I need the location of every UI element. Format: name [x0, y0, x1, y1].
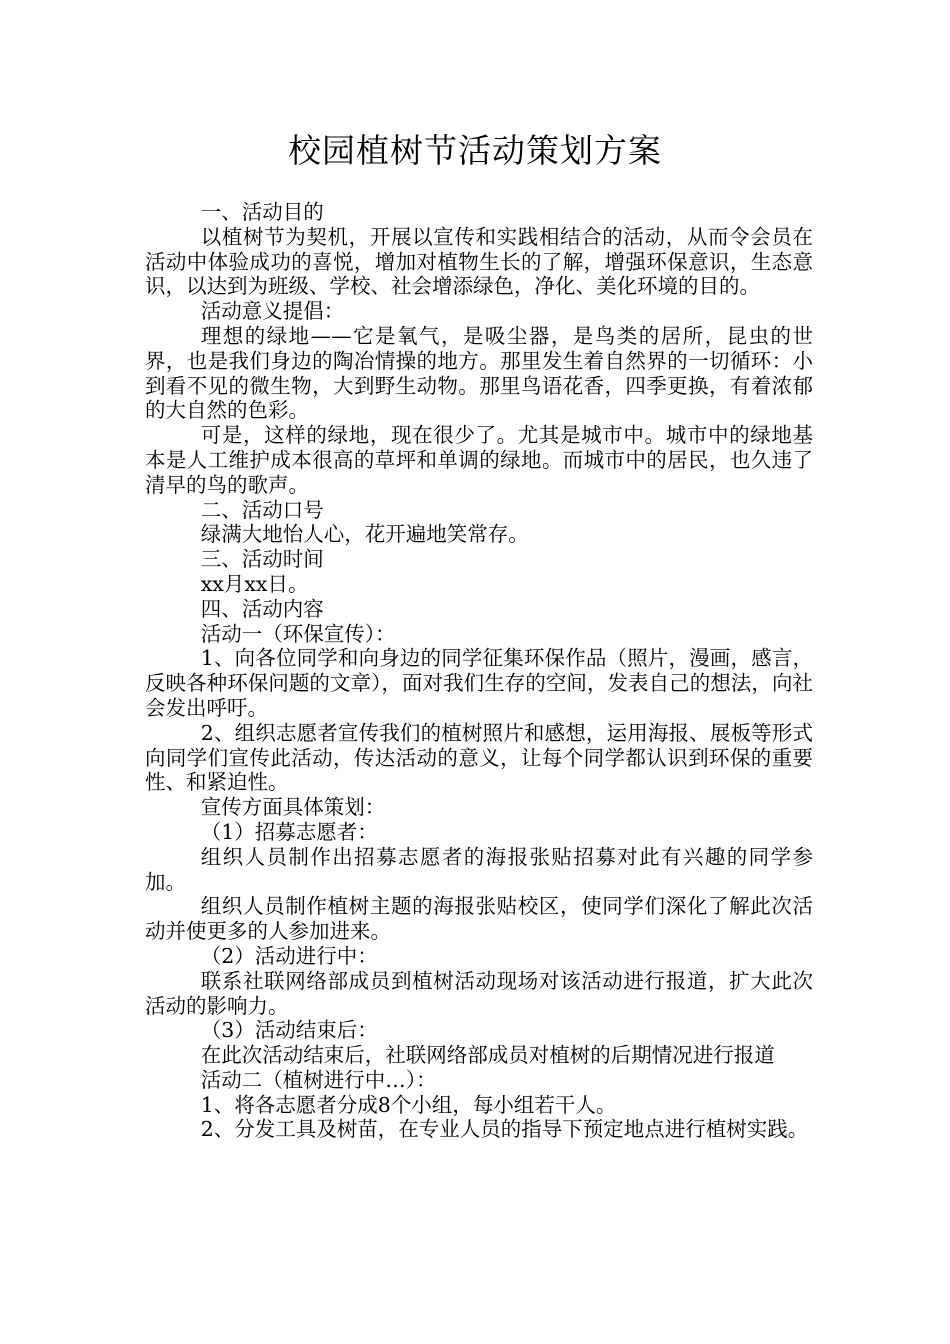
paragraph-slogan: 绿满大地怡人心，花开遍地笑常存。 [200, 522, 529, 547]
list-item-tools: 2、分发工具及树苗，在专业人员的指导下预定地点进行植树实践。 [200, 1117, 809, 1142]
heading-content: 四、活动内容 [200, 596, 324, 621]
paragraph-purpose: 以植树节为契机，开展以宣传和实践相结合的活动，从而令会员在活动中体验成功的喜悦，增加对植物生长的了解，增强环保意识，生态意识，以达到为班级、学校、社会增添绿色，净化、美化环境的目的。 [145, 224, 813, 299]
paragraph-report: 联系社联网络部成员到植树活动现场对该活动进行报道，扩大此次活动的影响力。 [145, 968, 813, 1018]
heading-activity-two: 活动二（植树进行中…）： [200, 1067, 437, 1092]
subheading-after: （3）活动结束后： [200, 1018, 378, 1043]
paragraph-recruit-poster: 组织人员制作出招募志愿者的海报张贴招募对此有兴趣的同学参加。 [145, 844, 813, 894]
heading-time: 三、活动时间 [200, 547, 324, 572]
heading-slogan: 二、活动口号 [200, 497, 324, 522]
list-item-volunteer-promotion: 2、组织志愿者宣传我们的植树照片和感想，运用海报、展板等形式向同学们宣传此活动，传达活动的意义，让每个同学都认识到环保的重要性、和紧迫性。 [145, 720, 813, 795]
list-item-groups: 1、将各志愿者分成8个小组，每小组若干人。 [200, 1092, 617, 1117]
document-body [145, 200, 813, 1142]
document-title: 校园植树节活动策划方案 [288, 131, 662, 170]
heading-significance: 活动意义提倡： [200, 299, 345, 324]
heading-activity-purpose: 一、活动目的 [200, 200, 324, 224]
paragraph-city-green: 可是，这样的绿地，现在很少了。尤其是城市中。城市中的绿地基本是人工维护成本很高的草坪和单调的绿地。而城市中的居民，也久违了清早的鸟的歌声。 [145, 423, 813, 497]
subheading-recruit: （1）招募志愿者： [200, 819, 378, 844]
heading-activity-one: 活动一（环保宣传）： [200, 621, 396, 646]
list-item-collect-works: 1、向各位同学和向身边的同学征集环保作品（照片，漫画，感言，反映各种环保问题的文章），面对我们生存的空间，发表自己的想法，向社会发出呼吁。 [145, 646, 813, 720]
paragraph-theme-poster: 组织人员制作植树主题的海报张贴校区，使同学们深化了解此次活动并使更多的人参加进来。 [145, 894, 813, 944]
paragraph-green-space: 理想的绿地——它是氧气，是吸尘器，是鸟类的居所，昆虫的世界，也是我们身边的陶冶情操的地方。那里发生着自然界的一切循环：小到看不见的微生物，大到野生动物。那里鸟语花香，四季更换，有着浓郁的大自然的色彩。 [145, 323, 813, 423]
subheading-in-progress: （2）活动进行中： [200, 943, 378, 968]
heading-promotion-plan: 宣传方面具体策划： [200, 795, 386, 820]
paragraph-date: xx月xx日。 [200, 571, 309, 596]
paragraph-follow-up: 在此次活动结束后，社联网络部成员对植树的后期情况进行报道 [200, 1043, 775, 1068]
